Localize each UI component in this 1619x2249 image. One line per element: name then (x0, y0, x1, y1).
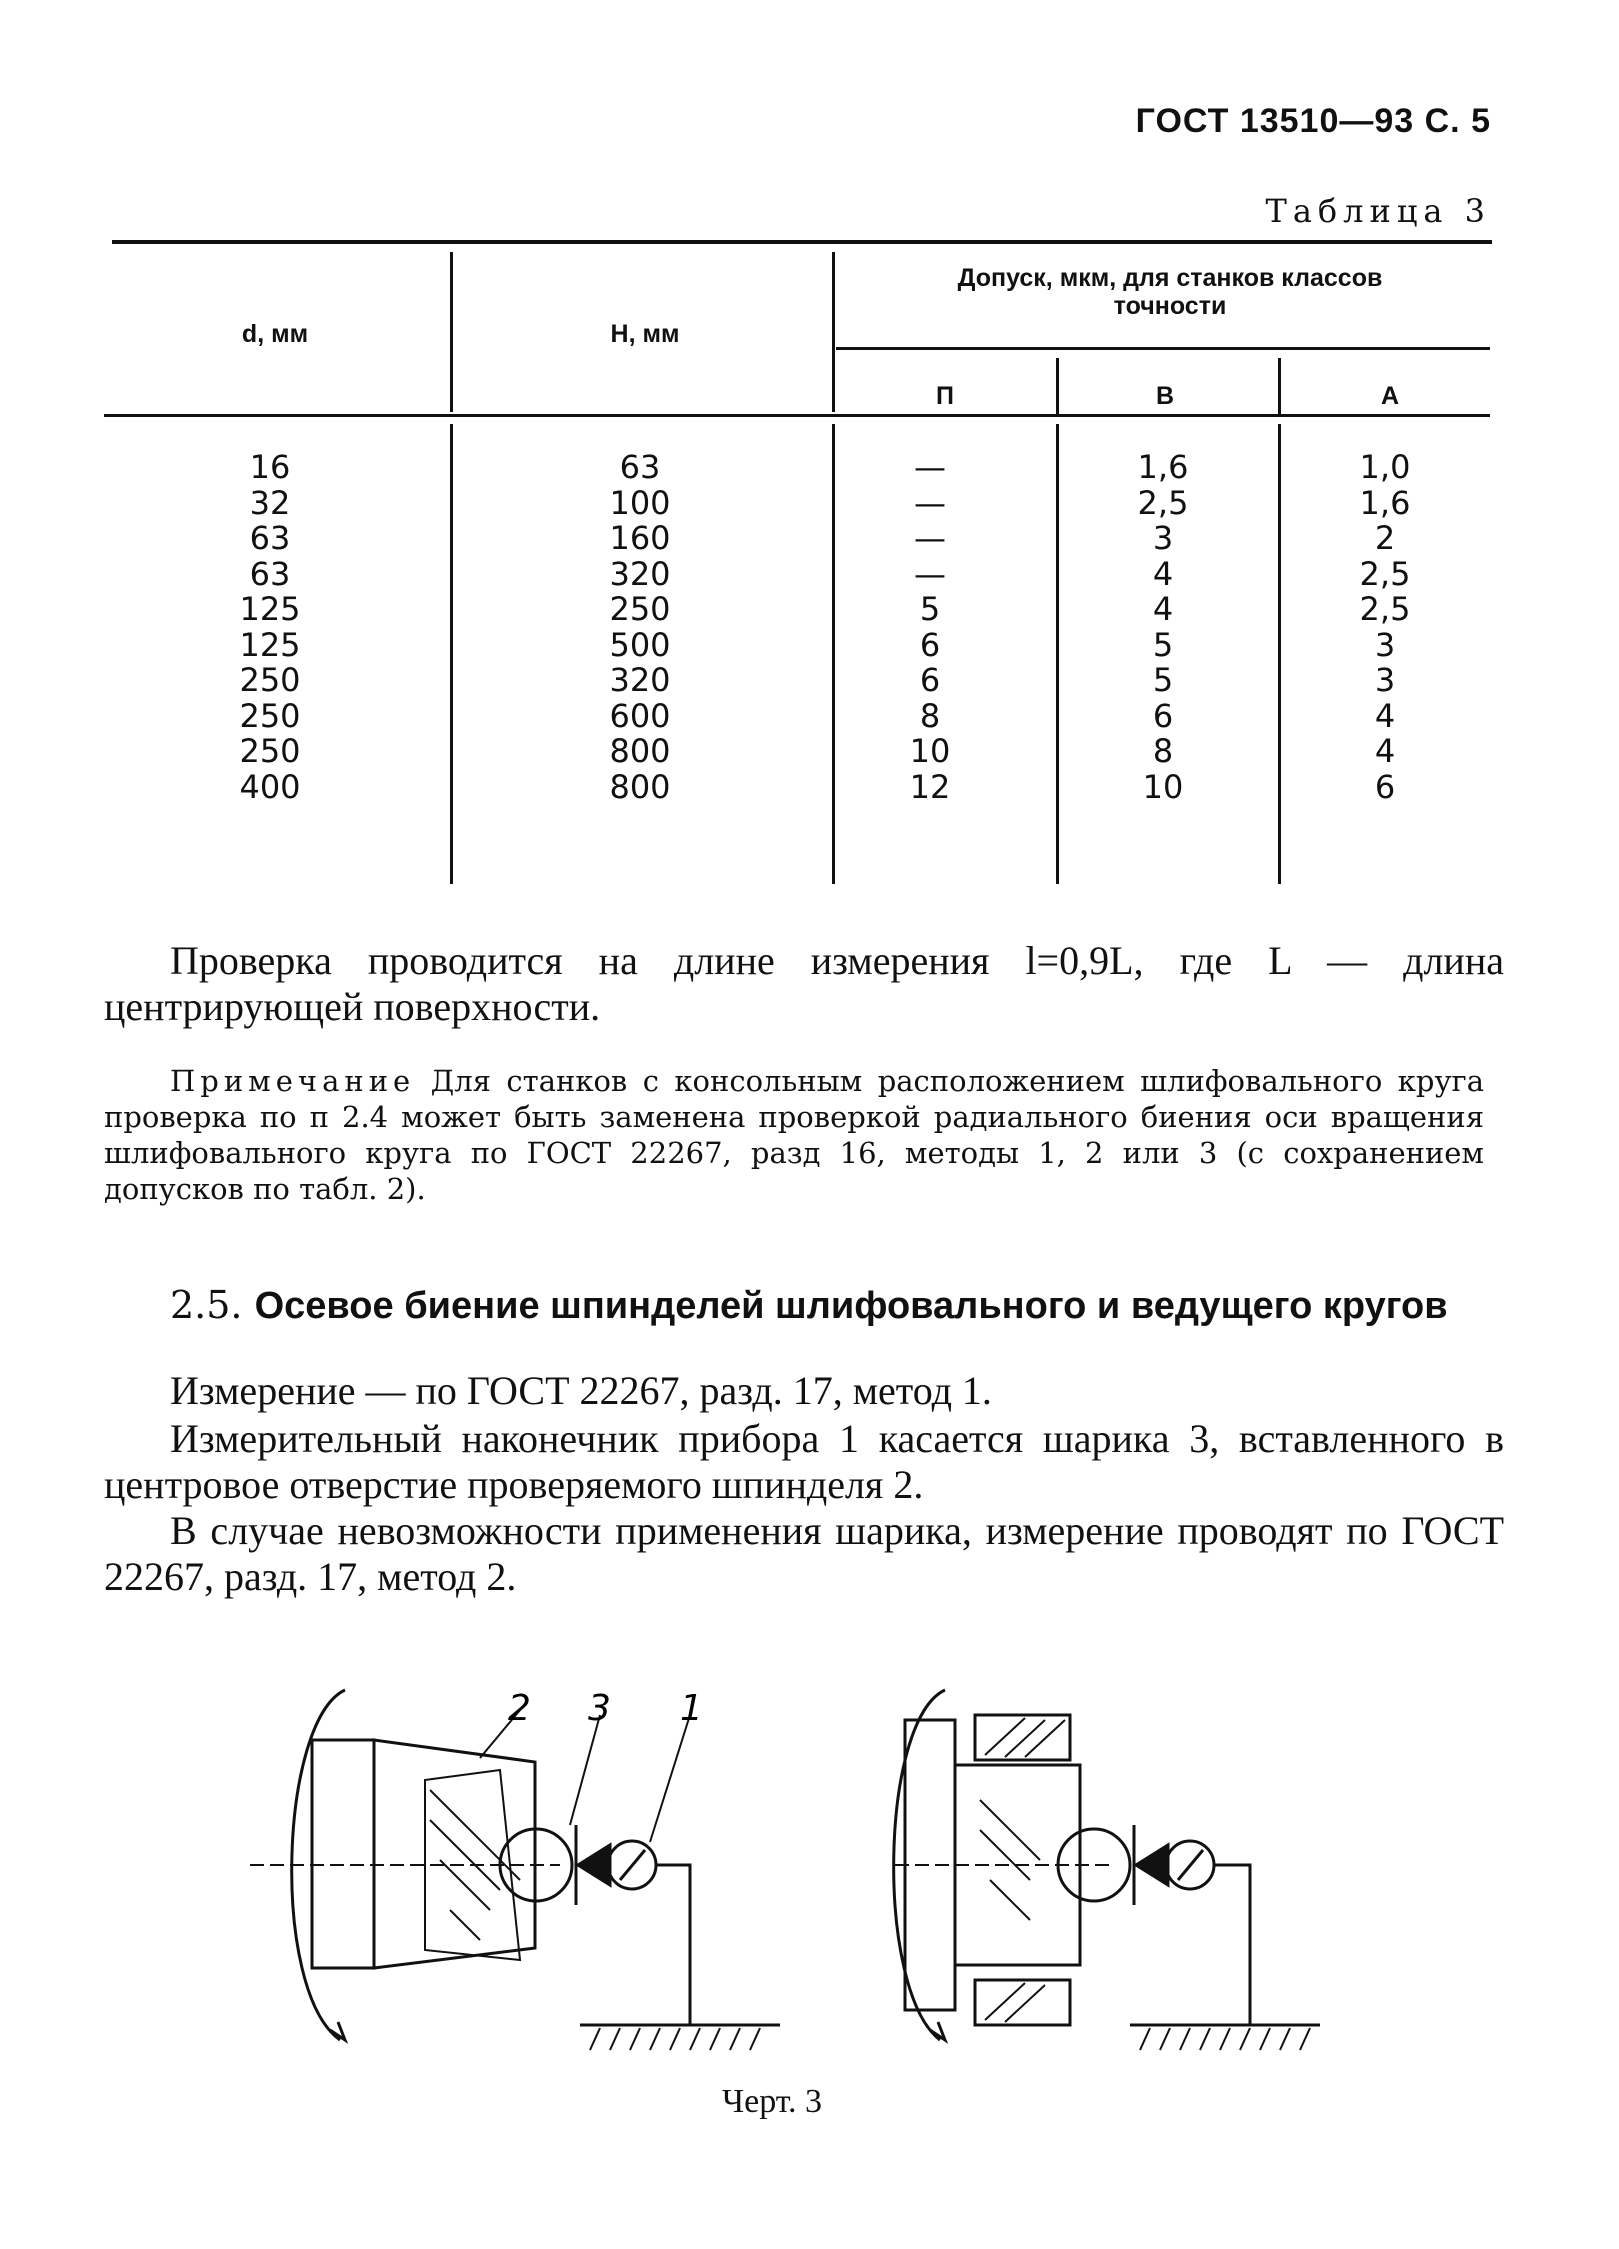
diagram-right (894, 1690, 1320, 2050)
figure-caption: Черт. 3 (722, 2083, 823, 2120)
note-text: Для станков с консольным расположением шлифовального круга проверка по п 2.4 может быть заменена проверкой радиального биения оси вращения шлифовального круга по ГОСТ 22267, разд 16, методы 1, 2 или 3 (с сохранением допусков по табл. 2). (104, 1064, 1484, 1206)
section-title: Осевое биение шпинделей шлифовального и ведущего кругов (254, 1285, 1448, 1327)
table-divider (1278, 358, 1281, 414)
table-cell: 4 (1374, 696, 1396, 735)
table-cell: 8 (1152, 732, 1174, 770)
column-header-tolerance: Допуск, мкм, для станков классов точности (957, 264, 1383, 320)
table-cell: 2,5 (1137, 483, 1189, 522)
table-subheader-rule (836, 347, 1490, 350)
table-cell: 6 (919, 661, 941, 699)
table-cell: — (914, 519, 946, 557)
table-cell: 6 (919, 625, 941, 664)
column-header-d: d, мм (241, 320, 309, 348)
table-divider (450, 424, 453, 884)
table-cell: 4 (1152, 590, 1174, 628)
table-cell: 16 (249, 448, 291, 486)
table-cell: 1,6 (1137, 448, 1189, 486)
column-header-class-v: В (1155, 382, 1175, 410)
table-cell: 125 (239, 625, 301, 664)
column-header-class-p: П (936, 382, 954, 410)
note-lead: Примечание (170, 1064, 416, 1098)
table-divider (832, 424, 835, 884)
section-paragraph-3: В случае невозможности применения шарика, измерение проводят по ГОСТ 22267, разд. 17, метод 2. (104, 1508, 1504, 1599)
table-cell: 400 (239, 767, 301, 806)
column-h (585, 450, 695, 805)
table-cell: 6 (1374, 767, 1396, 806)
table-cell: 500 (609, 625, 671, 664)
table-cell: 5 (1152, 625, 1174, 664)
column-class-p (880, 450, 980, 805)
check-paragraph: Проверка проводится на длине измерения l=0,9L, где L — длина центрирующей поверхности. (104, 938, 1504, 1029)
table-top-rule (112, 240, 1492, 244)
note-paragraph (104, 1063, 1484, 1207)
table-cell: 3 (1374, 625, 1396, 664)
table-cell: 4 (1374, 732, 1396, 770)
table-cell: 10 (909, 732, 951, 770)
table-cell: 100 (609, 483, 671, 522)
table-cell: 2 (1374, 519, 1396, 557)
table-cell: 1,6 (1359, 483, 1411, 522)
table-cell: 5 (919, 590, 941, 628)
table-cell: 250 (239, 661, 301, 699)
table-cell: 4 (1152, 554, 1174, 593)
table-divider (450, 252, 453, 412)
column-header-class-a: А (1380, 382, 1400, 410)
figure-label-1: 1 (680, 1688, 703, 1729)
section-number: 2.5. (170, 1283, 243, 1327)
table-cell: 2,5 (1359, 554, 1411, 593)
table-cell: 1,0 (1359, 448, 1411, 486)
table-divider (1278, 424, 1281, 884)
table-cell: 800 (609, 767, 671, 806)
table-cell: — (914, 554, 946, 593)
table-cell: 32 (249, 483, 291, 522)
table-cell: 250 (239, 696, 301, 735)
table-cell: — (914, 483, 946, 522)
table-cell: 6 (1152, 696, 1174, 735)
column-class-v (1108, 450, 1218, 805)
document-header: ГОСТ 13510—93 С. 5 (1135, 102, 1491, 140)
table-cell: 125 (239, 590, 301, 628)
table-cell: 600 (609, 696, 671, 735)
table-cell: 10 (1142, 767, 1184, 806)
table-cell: 320 (609, 661, 671, 699)
table-cell: 250 (609, 590, 671, 628)
table-cell: — (914, 448, 946, 486)
column-d (215, 450, 325, 805)
table-header-rule (104, 414, 1490, 417)
table-cell: 3 (1374, 661, 1396, 699)
table-cell: 63 (249, 554, 291, 593)
table-cell: 800 (609, 732, 671, 770)
table-divider (1056, 424, 1059, 884)
column-class-a (1330, 450, 1440, 805)
section-heading (104, 1282, 1494, 1329)
diagram-left (250, 1690, 780, 2050)
section-paragraph-1: Измерение — по ГОСТ 22267, разд. 17, метод 1. (170, 1368, 992, 1413)
table-divider (1056, 358, 1059, 414)
table-cell: 12 (909, 767, 951, 806)
figure-label-2: 2 (508, 1688, 531, 1729)
table-cell: 320 (609, 554, 671, 593)
table-cell: 5 (1152, 661, 1174, 699)
column-header-h: H, мм (610, 320, 680, 348)
table-cell: 3 (1152, 519, 1174, 557)
section-paragraph-2: Измерительный наконечник прибора 1 касается шарика 3, вставленного в центровое отверстие проверяемого шпинделя 2. (104, 1416, 1504, 1507)
measurement-diagram (0, 1660, 1619, 2080)
table-cell: 250 (239, 732, 301, 770)
table-cell: 2,5 (1359, 590, 1411, 628)
table-cell: 8 (919, 696, 941, 735)
table-cell: 160 (609, 519, 671, 557)
table-title: Таблица 3 (1265, 192, 1491, 230)
table-cell: 63 (619, 448, 661, 486)
figure-label-3: 3 (588, 1688, 611, 1729)
table-cell: 63 (249, 519, 291, 557)
table-divider (832, 252, 835, 412)
